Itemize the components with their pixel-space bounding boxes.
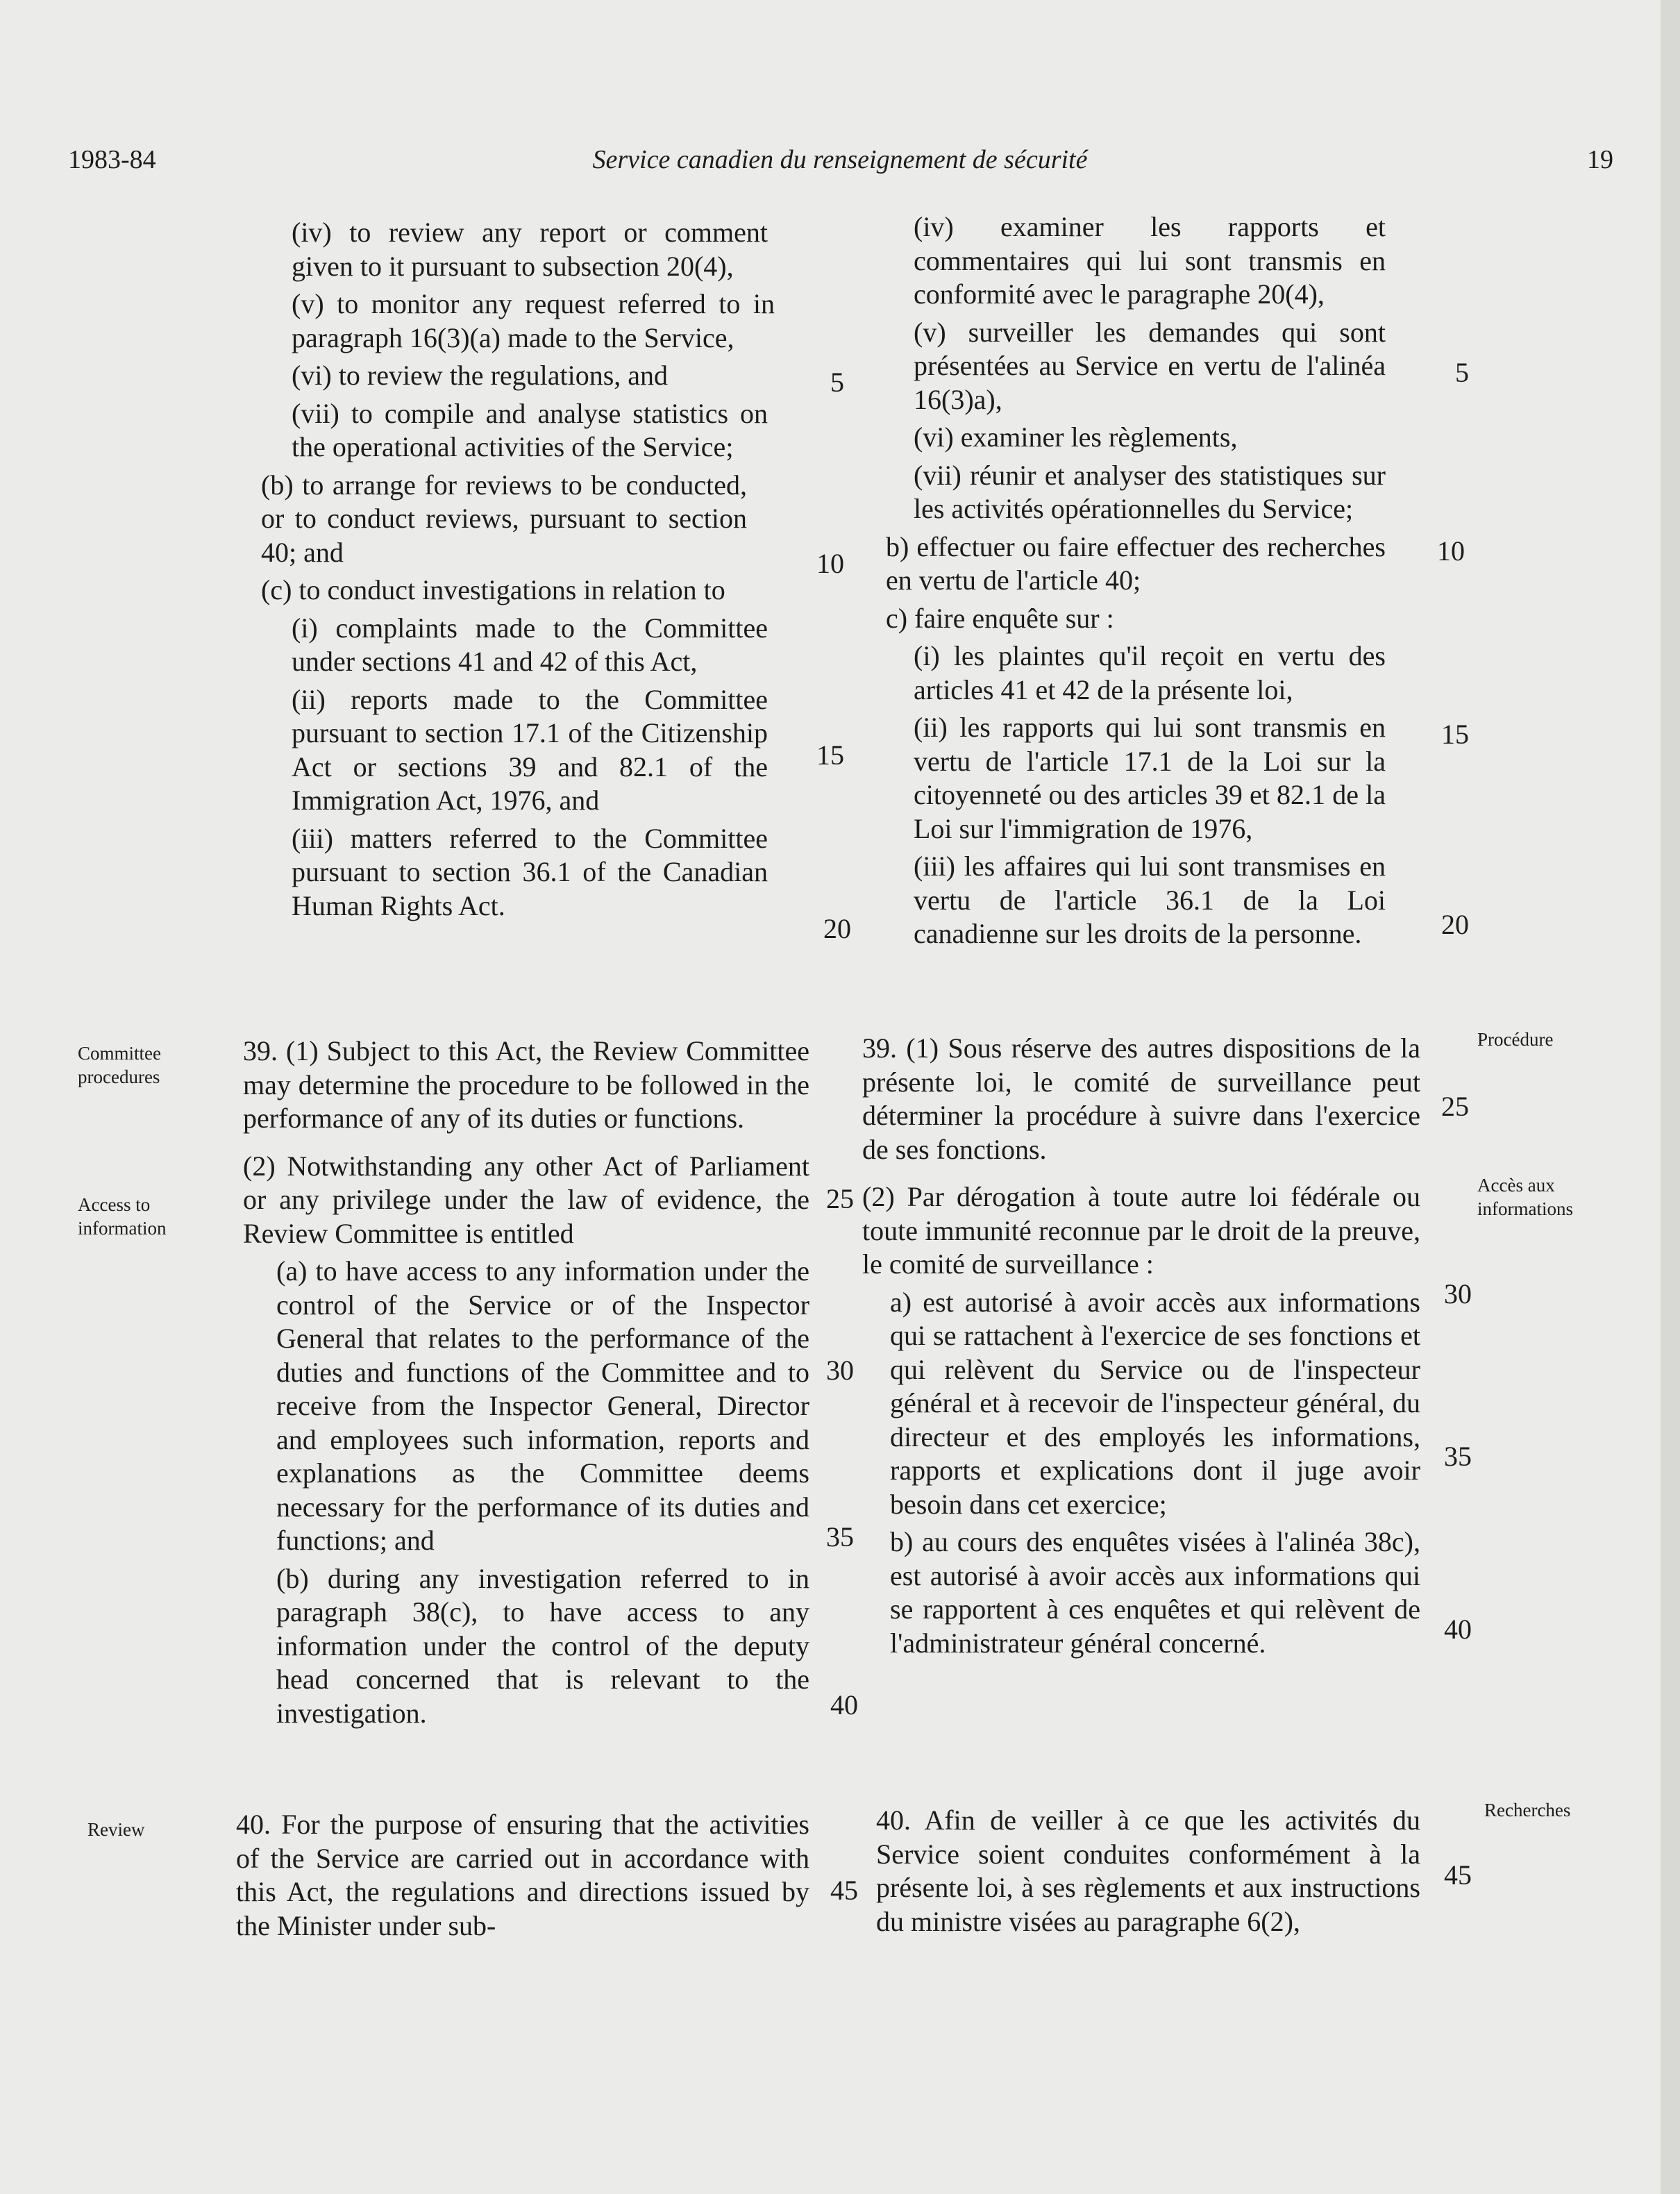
fr-s39-1: 39. (1) Sous réserve des autres dispositions de la présente loi, le comité de surveillance peut déterminer la procédure à suivre dans l'exercice de ses fonctions. bbox=[862, 1032, 1420, 1165]
fr-para-vi: (vi) examiner les règlements, bbox=[914, 421, 1238, 453]
header-page-number: 19 bbox=[1587, 145, 1613, 174]
line-number: 35 bbox=[826, 1521, 854, 1552]
margin-note-recherches: Recherches bbox=[1484, 1800, 1571, 1820]
line-number: 45 bbox=[1444, 1859, 1472, 1891]
en-para-c-ii: (ii) reports made to the Committee pursuant to section 17.1 of the Citizenship Act or sections 39 and 82.1 of the Immigration Act, 1976, and bbox=[292, 683, 768, 816]
page-edge-strip bbox=[1661, 0, 1680, 2194]
fr-para-vii: (vii) réunir et analyser des statistiques sur les activités opérationnelles du Service; bbox=[914, 459, 1386, 524]
fr-s39-2-b: b) au cours des enquêtes visées à l'alinéa 38c), est autorisé à avoir accès aux informations qui se rapportent à ces enquêtes et qui relèvent de l'administrateur général concerné. bbox=[890, 1526, 1420, 1659]
fr-para-v: (v) surveiller les demandes qui sont présentées au Service en vertu de l'alinéa 16(3)a), bbox=[914, 316, 1386, 415]
fr-para-c-ii: (ii) les rapports qui lui sont transmis en vertu de l'article 17.1 de la Loi sur la citoyenneté ou des articles 39 et 82.1 de la Loi sur l'immigration de 1976, bbox=[914, 712, 1386, 844]
french-column bbox=[862, 210, 1448, 951]
en-s39-2: (2) Notwithstanding any other Act of Parliament or any privilege under the law of evidence, the Review Committee is entitled bbox=[243, 1150, 809, 1249]
en-s39-2-b: (b) during any investigation referred to in paragraph 38(c), to have access to any information under the control of the deputy head concerned that is relevant to the investigation. bbox=[276, 1562, 809, 1729]
margin-note-review: Review bbox=[87, 1819, 145, 1840]
line-number: 40 bbox=[1444, 1614, 1472, 1645]
en-para-vi: (vi) to review the regulations, and bbox=[292, 360, 669, 391]
en-para-b: (b) to arrange for reviews to be conducted, or to conduct reviews, pursuant to section 40; and bbox=[261, 469, 747, 568]
line-number: 45 bbox=[830, 1875, 858, 1906]
line-number: 40 bbox=[830, 1689, 858, 1720]
fr-para-c-iii: (iii) les affaires qui lui sont transmises en vertu de l'article 36.1 de la Loi canadienne sur les droits de la personne. bbox=[914, 851, 1386, 949]
french-column-s39 bbox=[862, 1032, 1448, 1660]
line-number: 10 bbox=[816, 548, 844, 579]
line-number: 5 bbox=[830, 367, 844, 398]
fr-para-c: c) faire enquête sur : bbox=[886, 602, 1114, 634]
en-s40: 40. For the purpose of ensuring that the activities of the Service are carried out in accordance with this Act, the regulations and directions issued by the Minister under sub- bbox=[236, 1809, 809, 1941]
line-number: 25 bbox=[826, 1183, 854, 1214]
english-column bbox=[236, 216, 823, 923]
line-number: 30 bbox=[1444, 1278, 1472, 1309]
french-column-s40 bbox=[862, 1804, 1448, 1938]
line-number: 15 bbox=[1441, 719, 1469, 750]
line-number: 35 bbox=[1444, 1441, 1472, 1472]
en-para-v: (v) to monitor any request referred to in paragraph 16(3)(a) made to the Service, bbox=[292, 288, 775, 353]
en-s39-1: 39. (1) Subject to this Act, the Review Committee may determine the procedure to be followed in the performance of any of its duties or functions. bbox=[243, 1035, 809, 1134]
fr-s39-2-a: a) est autorisé à avoir accès aux informations qui se rattachent à l'exercice de ses fonctions et qui relèvent du Service ou de l'inspecteur général et à recevoir de l'inspecteur général, du directeur et des employés les informations, rapports et explications dont il juge avoir besoin dans cet exercice; bbox=[890, 1286, 1420, 1520]
fr-para-c-i: (i) les plaintes qu'il reçoit en vertu des articles 41 et 42 de la présente loi, bbox=[914, 640, 1386, 705]
margin-note-procedure: Procédure bbox=[1477, 1029, 1554, 1050]
fr-para-b: b) effectuer ou faire effectuer des recherches en vertu de l'article 40; bbox=[886, 530, 1386, 596]
header-year: 1983-84 bbox=[68, 145, 156, 174]
line-number: 25 bbox=[1441, 1091, 1469, 1122]
english-column-s39 bbox=[236, 1035, 823, 1730]
line-number: 30 bbox=[826, 1355, 854, 1386]
en-para-c: (c) to conduct investigations in relation to bbox=[261, 574, 725, 605]
line-number: 20 bbox=[1441, 909, 1469, 940]
header-title: Service canadien du renseignement de sécurité bbox=[592, 145, 1088, 174]
fr-para-iv: (iv) examiner les rapports et commentaires qui lui sont transmis en conformité avec le paragraphe 20(4), bbox=[914, 211, 1386, 310]
en-para-iv: (iv) to review any report or comment given to it pursuant to subsection 20(4), bbox=[292, 217, 768, 282]
en-para-vii: (vii) to compile and analyse statistics on the operational activities of the Service; bbox=[292, 397, 768, 462]
margin-note-access-to-information: Access to information bbox=[78, 1194, 167, 1239]
english-column-s40 bbox=[236, 1808, 823, 1943]
en-para-c-iii: (iii) matters referred to the Committee pursuant to section 36.1 of the Canadian Human Rights Act. bbox=[292, 822, 768, 921]
line-number: 15 bbox=[816, 739, 844, 771]
line-number: 10 bbox=[1437, 535, 1465, 567]
line-number: 5 bbox=[1455, 357, 1469, 388]
en-s39-2-a: (a) to have access to any information under the control of the Service or of the Inspector General that relates to the performance of the duties and functions of the Committee and to receive from the Inspector General, Director and employees such information, reports and explanations as the Committee deems necessary for the performance of its duties and functions; and bbox=[276, 1255, 809, 1556]
line-number: 20 bbox=[823, 913, 851, 944]
fr-s39-2: (2) Par dérogation à toute autre loi fédérale ou toute immunité reconnue par le droit de la preuve, le comité de surveillance : bbox=[862, 1181, 1420, 1280]
en-para-c-i: (i) complaints made to the Committee under sections 41 and 42 of this Act, bbox=[292, 612, 768, 677]
margin-note-committee-procedures: Committee procedures bbox=[78, 1043, 161, 1087]
margin-note-acces-aux-informations: Accès aux informations bbox=[1477, 1175, 1573, 1219]
fr-s40: 40. Afin de veiller à ce que les activités du Service soient conduites conformément à la présente loi, à ses règlements et aux instructions du ministre visées au paragraphe 6(2), bbox=[876, 1804, 1420, 1937]
